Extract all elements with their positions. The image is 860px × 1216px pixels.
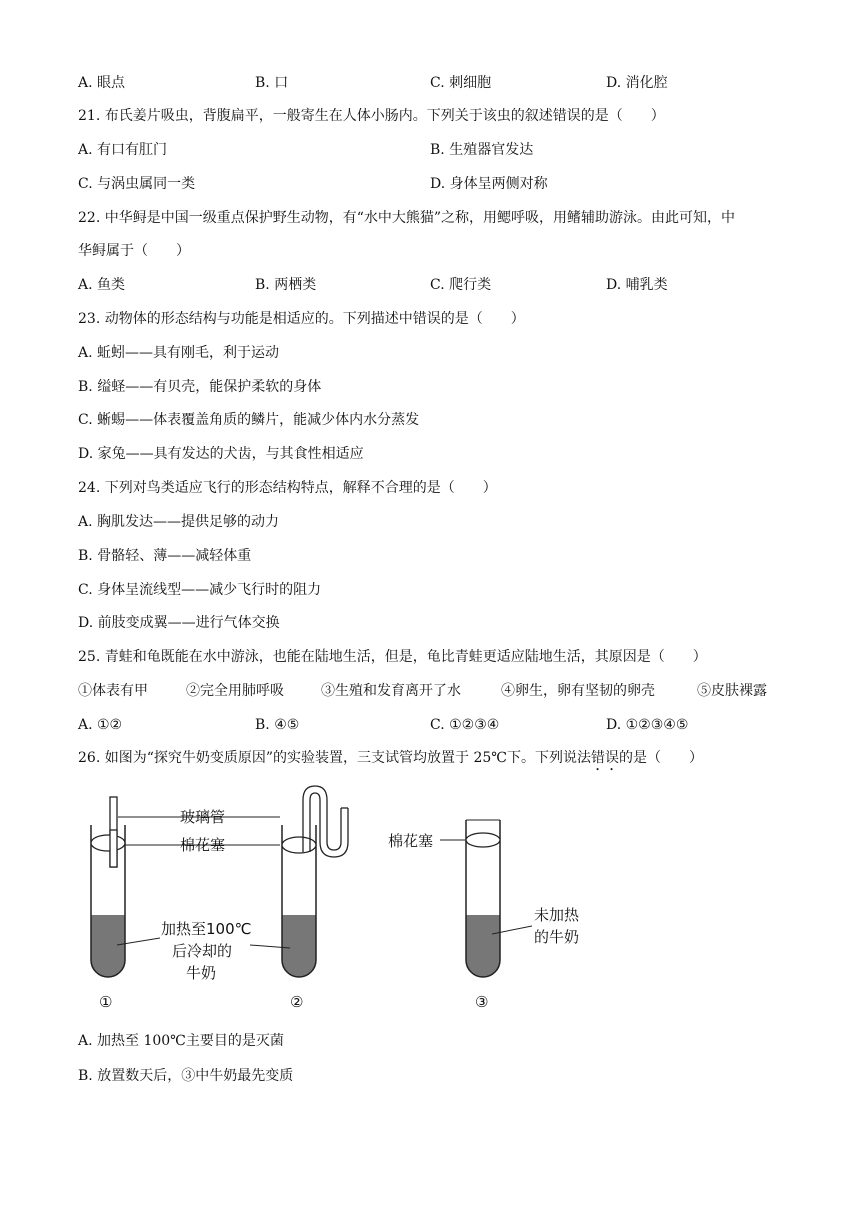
tube-label-1: ① [99, 993, 113, 1011]
q22-stem-line1: 22. 中华鲟是中国一级重点保护野生动物，有“水中大熊猫”之称，用鳃呼吸，用鳍辅助游泳。由此可知，中 [78, 210, 736, 226]
q20-option-b: B. 口 [255, 75, 289, 91]
label-heated-milk-3: 牛奶 [186, 964, 217, 982]
q21-option-c: C. 与涡虫属同一类 [78, 176, 196, 192]
milk-experiment-figure [0, 780, 860, 1020]
tube-label-2: ② [290, 993, 304, 1011]
q24-option-c: C. 身体呈流线型——减少飞行时的阻力 [78, 582, 322, 598]
label-unheated-milk-1: 未加热 [534, 906, 580, 924]
q25-statement-3: ③生殖和发育离开了水 [321, 683, 461, 699]
q26-option-a: A. 加热至 100℃主要目的是灭菌 [78, 1033, 284, 1049]
q22-stem-line2: 华鲟属于（ ） [78, 243, 190, 259]
q22-option-a: A. 鱼类 [78, 277, 126, 293]
test-tube-2 [250, 786, 348, 985]
q25-stem: 25. 青蛙和龟既能在水中游泳，也能在陆地生活，但是，龟比青蛙更适应陆地生活，其原因是（ ） [78, 649, 707, 665]
label-cotton-plug-1: 棉花塞 [180, 836, 226, 854]
q24-option-d: D. 前肢变成翼——进行气体交换 [78, 615, 280, 631]
q26-stem-after: 的是（ ） [618, 750, 703, 766]
q22-option-d: D. 哺乳类 [606, 277, 668, 293]
q25-option-d: D. ①②③④⑤ [606, 717, 689, 733]
q23-option-a: A. 蚯蚓——具有刚毛，利于运动 [78, 345, 280, 361]
q20-option-a: A. 眼点 [78, 75, 126, 91]
q25-statement-4: ④卵生，卵有坚韧的卵壳 [501, 683, 655, 699]
label-heated-milk-2: 后冷却的 [172, 942, 233, 960]
q23-option-b: B. 缢蛏——有贝壳，能保护柔软的身体 [78, 379, 322, 395]
q22-option-c: C. 爬行类 [430, 277, 492, 293]
q25-statement-5: ⑤皮肤裸露 [697, 683, 767, 699]
q26-stem-emphasis: 错误 [590, 750, 619, 766]
label-unheated-milk-2: 的牛奶 [534, 928, 580, 946]
q25-statement-2: ②完全用肺呼吸 [186, 683, 284, 699]
q22-option-b: B. 两栖类 [255, 277, 317, 293]
q24-stem: 24. 下列对鸟类适应飞行的形态结构特点，解释不合理的是（ ） [78, 480, 497, 496]
q21-option-a: A. 有口有肛门 [78, 142, 168, 158]
q21-option-d: D. 身体呈两侧对称 [430, 176, 548, 192]
test-tube-3 [440, 820, 532, 985]
tube-label-3: ③ [475, 993, 489, 1011]
q26-option-b: B. 放置数天后，③中牛奶最先变质 [78, 1068, 294, 1084]
q23-option-c: C. 蜥蜴——体表覆盖角质的鳞片，能减少体内水分蒸发 [78, 412, 420, 428]
q25-option-b: B. ④⑤ [255, 717, 300, 733]
q24-option-a: A. 胸肌发达——提供足够的动力 [78, 514, 280, 530]
q25-option-c: C. ①②③④ [430, 717, 500, 733]
q25-statement-1: ①体表有甲 [78, 683, 148, 699]
label-cotton-plug-3: 棉花塞 [388, 832, 434, 850]
q21-stem: 21. 布氏姜片吸虫，背腹扁平，一般寄生在人体小肠内。下列关于该虫的叙述错误的是（ ） [78, 108, 665, 124]
q25-option-a: A. ①② [78, 717, 123, 733]
label-heated-milk-1: 加热至100℃ [161, 920, 252, 938]
label-glass-tube: 玻璃管 [180, 808, 226, 826]
q21-option-b: B. 生殖器官发达 [430, 142, 534, 158]
q20-option-d: D. 消化腔 [606, 75, 668, 91]
q23-option-d: D. 家兔——具有发达的犬齿，与其食性相适应 [78, 446, 364, 462]
q23-stem: 23. 动物体的形态结构与功能是相适应的。下列描述中错误的是（ ） [78, 311, 525, 327]
q26-stem-before: 26. 如图为“探究牛奶变质原因”的实验装置，三支试管均放置于 25℃下。下列说法 [78, 750, 591, 766]
q24-option-b: B. 骨骼轻、薄——减轻体重 [78, 548, 252, 564]
q20-option-c: C. 刺细胞 [430, 75, 492, 91]
q26-stem [78, 748, 703, 774]
